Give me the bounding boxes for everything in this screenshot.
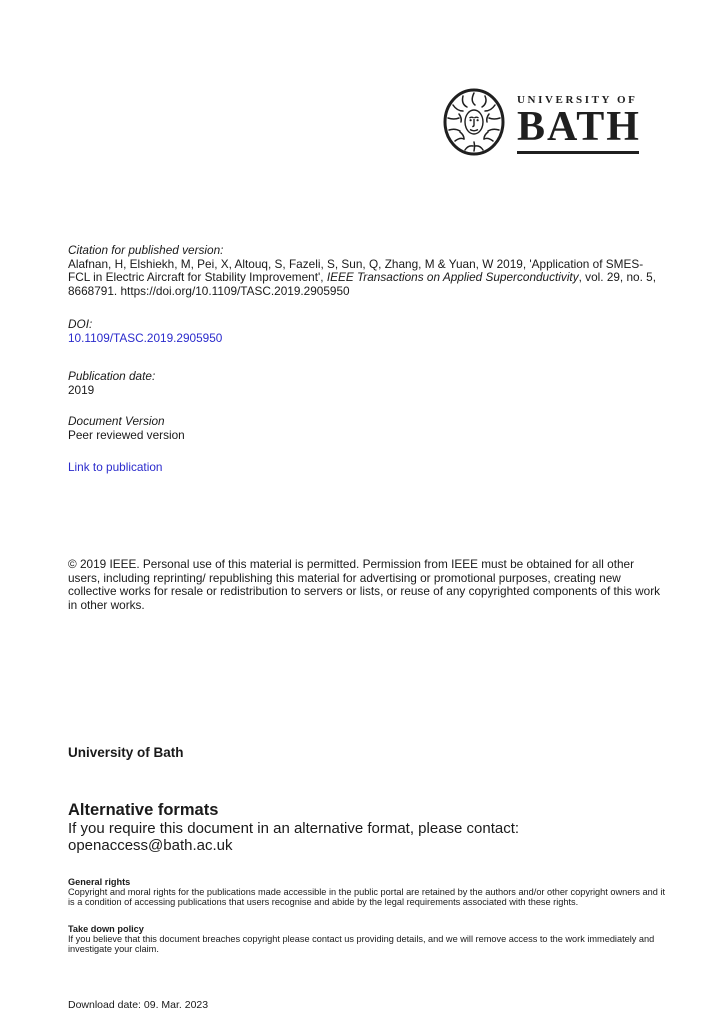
bath-logo-text [517, 88, 641, 154]
link-to-publication-section [68, 461, 662, 475]
link-to-publication[interactable]: Link to publication [68, 460, 163, 474]
citation-section [68, 244, 662, 298]
publication-date-value: 2019 [68, 382, 95, 397]
doi-link[interactable]: 10.1109/TASC.2019.2905950 [68, 330, 223, 345]
take-down-policy-text: If you believe that this document breaches copyright please contact us providing details, and we will remove access to the work immediately and investigate your claim. [68, 934, 655, 954]
general-rights-section [68, 877, 668, 907]
openaccess-email: openaccess@bath.ac.uk [68, 837, 233, 854]
logo-bath-label: BATH [517, 104, 641, 150]
copyright-notice: © 2019 IEEE. Personal use of this material is permitted. Permission from IEEE must be obtained for all other users, including reprinting/ republishing this material for advertising or promotional purposes, creating new collective works for resale or redistribution to servers or lists, or reuse of any copyrighted components of this work in other works. [68, 557, 661, 612]
citation-text [68, 258, 662, 299]
take-down-policy-section [68, 924, 668, 954]
document-version-label: Document Version [68, 414, 165, 428]
alternative-formats-heading: Alternative formats [68, 801, 219, 819]
alternative-formats-section [68, 800, 668, 854]
general-rights-heading: General rights [68, 877, 131, 887]
bath-logo [443, 88, 641, 161]
alternative-formats-text: If you require this document in an alternative format, please contact: [68, 820, 520, 837]
doi-label: DOI: [68, 317, 93, 331]
document-version-section [68, 415, 662, 442]
general-rights-text: Copyright and moral rights for the publications made accessible in the public portal are retained by the authors and/or other copyright owners and it is a condition of accessing publications that users recognise and abide by the legal requirements associated with these rights. [68, 887, 666, 907]
doi-section [68, 318, 662, 345]
citation-label: Citation for published version: [68, 243, 224, 257]
citation-authors-title: Alafnan, H, Elshiekh, M, Pei, X, Altouq, S, Fazeli, S, Sun, Q, Zhang, M & Yuan, W 2019, 'Application of SMES-FCL in Electric Aircraft for Stability Improvement', [68, 256, 644, 285]
citation-journal: IEEE Transactions on Applied Superconductivity [326, 270, 579, 285]
take-down-policy-heading: Take down policy [68, 924, 144, 934]
bath-crest-icon [443, 88, 505, 161]
publication-date-section [68, 370, 662, 397]
citation-volume-doi: , vol. 29, no. 5, 8668791. https://doi.org/10.1109/TASC.2019.2905950 [68, 270, 657, 298]
publication-date-label: Publication date: [68, 369, 156, 383]
document-version-value: Peer reviewed version [68, 427, 185, 442]
logo-underline [517, 151, 639, 154]
institution-name: University of Bath [68, 745, 184, 760]
logo-university-of-label: UNIVERSITY OF [517, 94, 638, 106]
download-date: Download date: 09. Mar. 2023 [68, 999, 209, 1011]
